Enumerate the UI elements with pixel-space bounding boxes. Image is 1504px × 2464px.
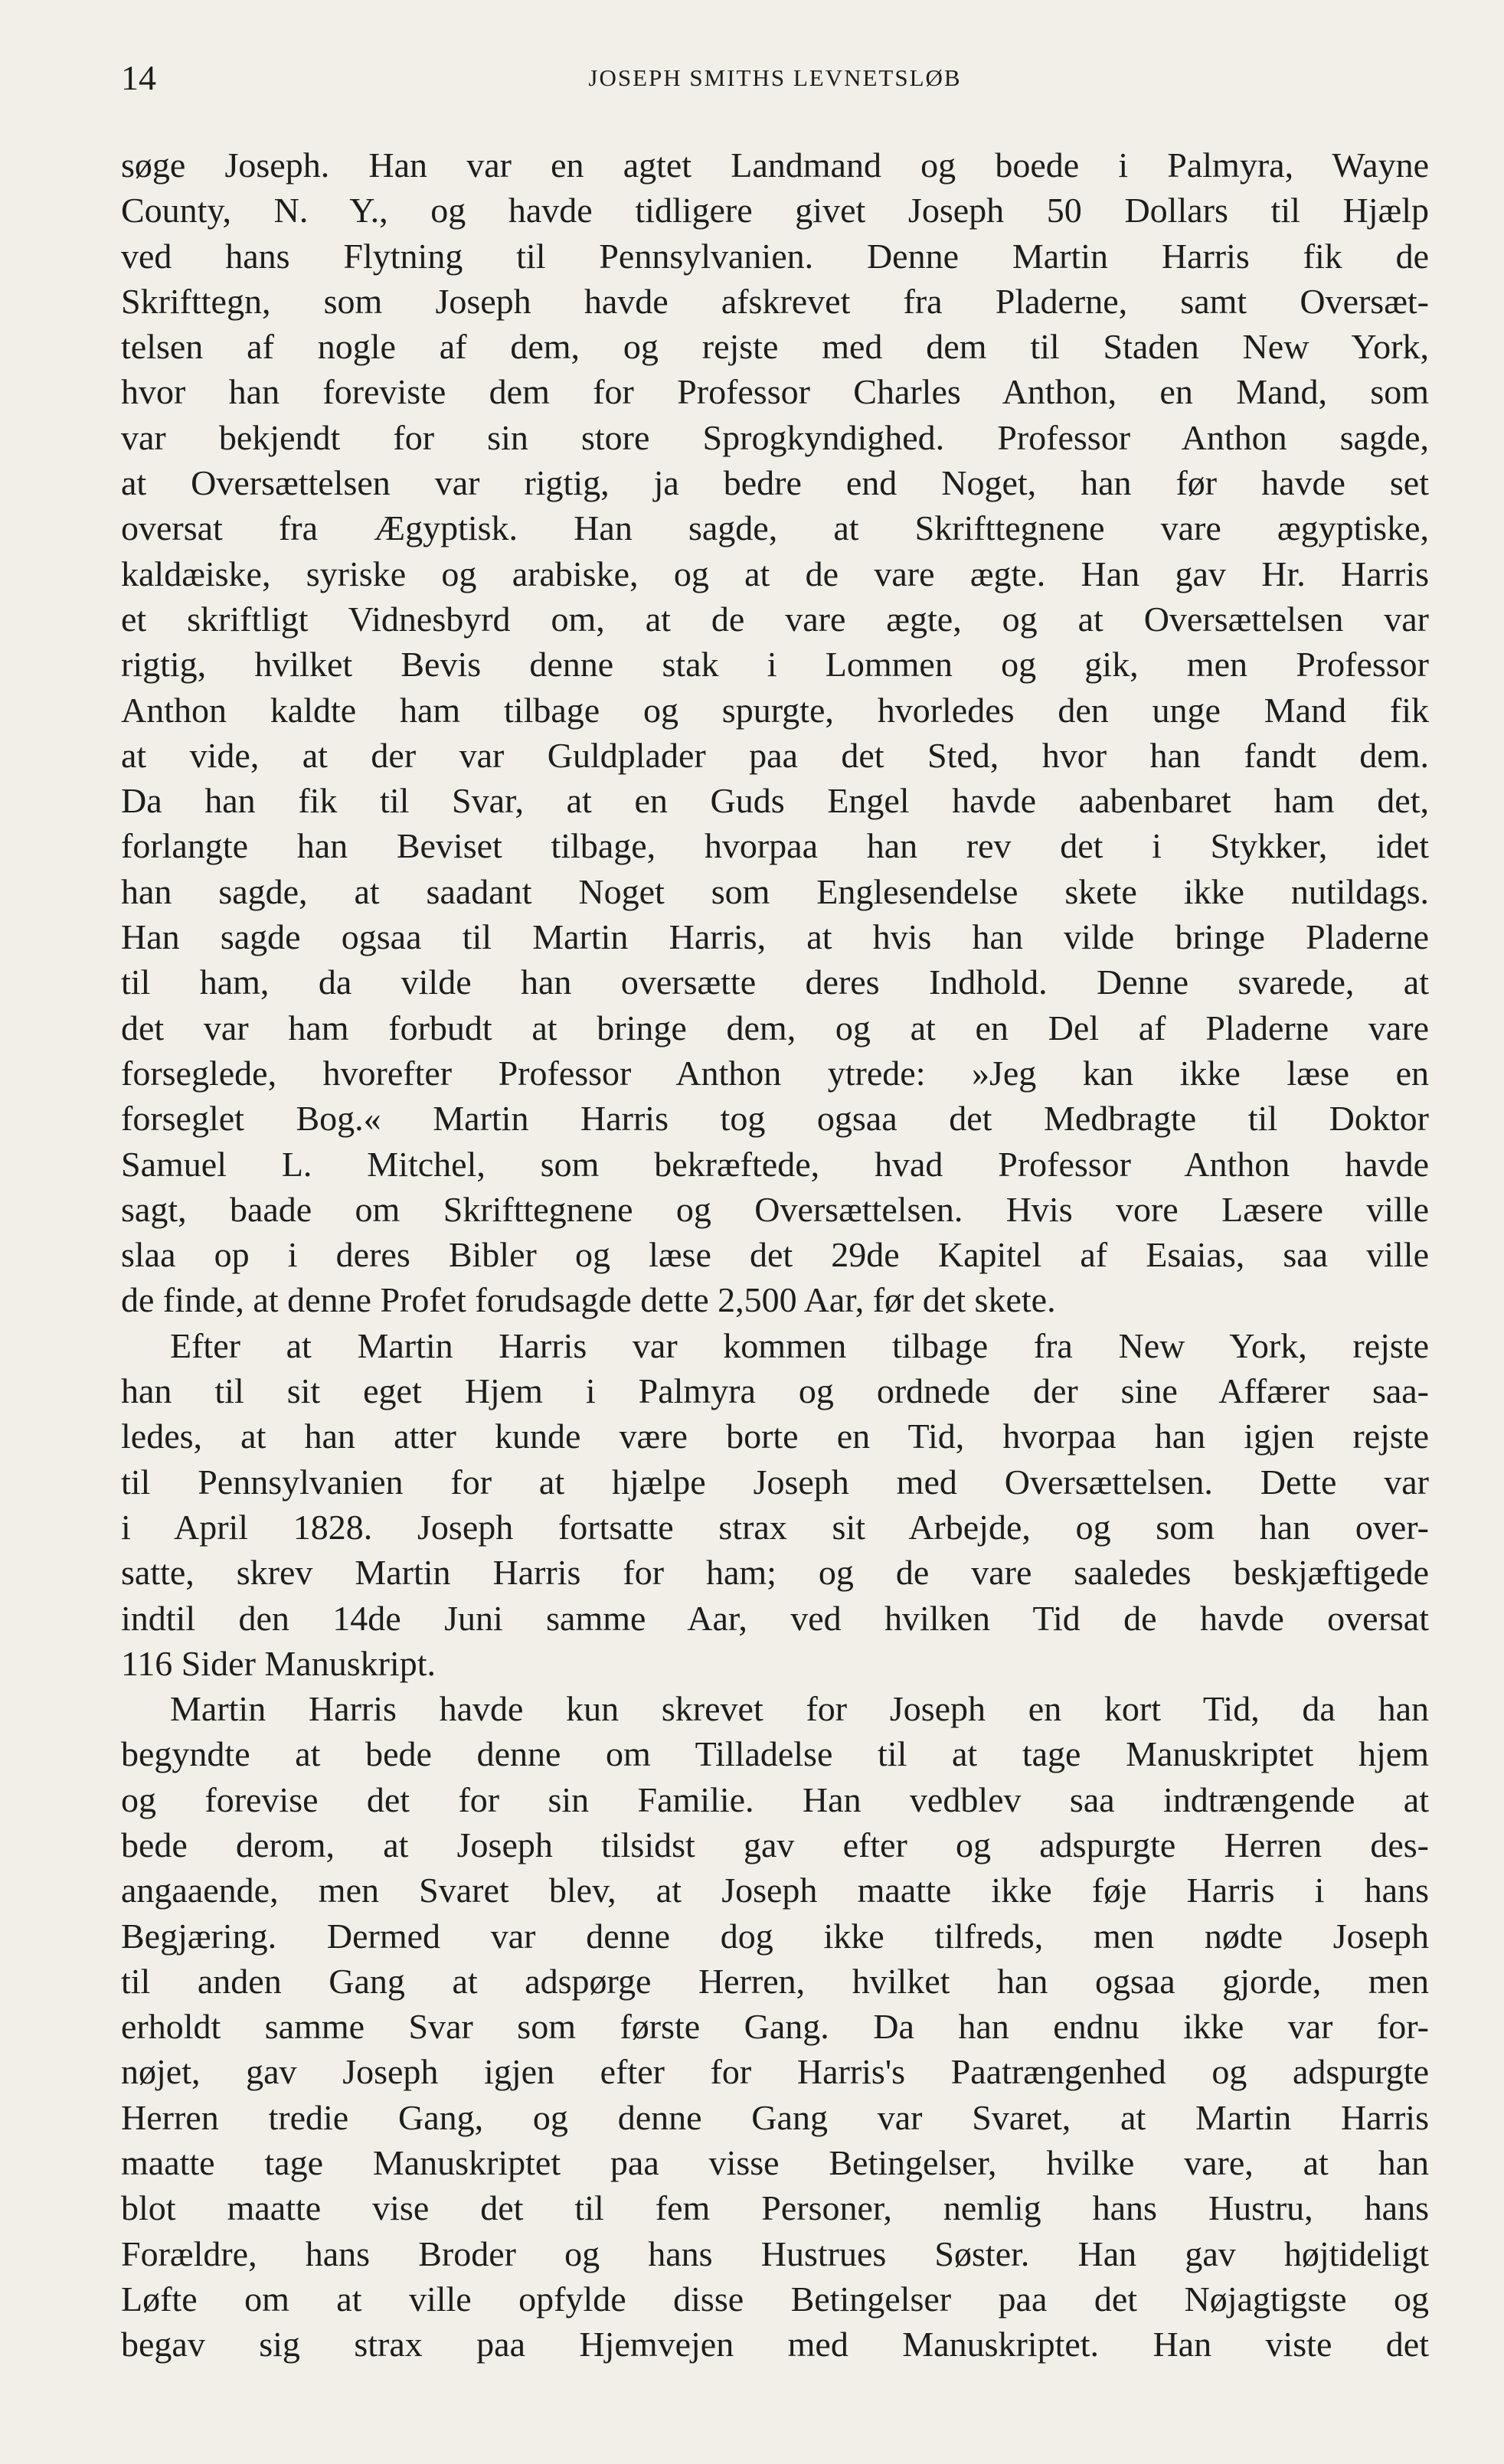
body-text (121, 142, 1429, 2368)
text-line: de finde, at denne Profet forudsagde dette 2,500 Aar, før det skete. (121, 1280, 1056, 1320)
running-title: JOSEPH SMITHS LEVNETSLØB (588, 64, 962, 91)
page-header (121, 55, 1429, 101)
text-line: sagt, baade om Skrifttegnene og Oversættelsen. Hvis vore Læsere ville (121, 1189, 1429, 1229)
text-line: Anthon kaldte ham tilbage og spurgte, hvorledes den unge Mand fik (121, 690, 1429, 730)
text-line: hvor han foreviste dem for Professor Charles Anthon, en Mand, som (121, 372, 1429, 412)
text-line: forlangte han Beviset tilbage, hvorpaa han rev det i Stykker, idet (121, 826, 1429, 866)
text-line: Skrifttegn, som Joseph havde afskrevet fra Pladerne, samt Oversæt- (121, 281, 1429, 321)
text-line: nøjet, gav Joseph igjen efter for Harris's Paatrængenhed og adspurgte (121, 2052, 1429, 2092)
text-line: Han sagde ogsaa til Martin Harris, at hvis han vilde bringe Pladerne (121, 917, 1429, 957)
text-line: Herren tredie Gang, og denne Gang var Svaret, at Martin Harris (121, 2097, 1429, 2137)
text-line: ledes, at han atter kunde være borte en Tid, hvorpaa han igjen rejste (121, 1417, 1429, 1456)
text-line: Martin Harris havde kun skrevet for Joseph en kort Tid, da han (170, 1689, 1429, 1729)
text-line: det var ham forbudt at bringe dem, og at en Del af Pladerne vare (121, 1008, 1429, 1047)
text-line: erholdt samme Svar som første Gang. Da han endnu ikke var for- (121, 2007, 1429, 2047)
text-line: Efter at Martin Harris var kommen tilbage fra New York, rejste (170, 1325, 1429, 1365)
text-line: til Pennsylvanien for at hjælpe Joseph med Oversættelsen. Dette var (121, 1462, 1429, 1502)
text-line: kaldæiske, syriske og arabiske, og at de vare ægte. Han gav Hr. Harris (121, 554, 1429, 593)
text-line: til ham, da vilde han oversætte deres Indhold. Denne svarede, at (121, 962, 1429, 1002)
text-line: rigtig, hvilket Bevis denne stak i Lommen og gik, men Professor (121, 645, 1429, 685)
text-line: forseglede, hvorefter Professor Anthon ytrede: »Jeg kan ikke læse en (121, 1053, 1429, 1093)
text-line: County, N. Y., og havde tidligere givet Joseph 50 Dollars til Hjælp (121, 191, 1429, 230)
text-line: indtil den 14de Juni samme Aar, ved hvilken Tid de havde oversat (121, 1598, 1429, 1638)
text-line: satte, skrev Martin Harris for ham; og de vare saaledes beskjæftigede (121, 1553, 1429, 1593)
text-line: og forevise det for sin Familie. Han vedblev saa indtrængende at (121, 1779, 1429, 1819)
text-line: et skriftligt Vidnesbyrd om, at de vare ægte, og at Oversættelsen var (121, 599, 1429, 639)
text-line: at vide, at der var Guldplader paa det Sted, hvor han fandt dem. (121, 735, 1429, 775)
text-line: bede derom, at Joseph tilsidst gav efter og adspurgte Herren des- (121, 1825, 1429, 1864)
text-line: begyndte at bede denne om Tilladelse til at tage Manuskriptet hjem (121, 1734, 1429, 1774)
text-line: var bekjendt for sin store Sprogkyndighed. Professor Anthon sagde, (121, 417, 1429, 457)
text-line: 116 Sider Manuskript. (121, 1643, 436, 1683)
text-line: begav sig strax paa Hjemvejen med Manuskriptet. Han viste det (121, 2325, 1429, 2364)
text-line: i April 1828. Joseph fortsatte strax sit Arbejde, og som han over- (121, 1507, 1429, 1547)
text-line: forseglet Bog.« Martin Harris tog ogsaa det Medbragte til Doktor (121, 1099, 1429, 1139)
text-line: blot maatte vise det til fem Personer, nemlig hans Hustru, hans (121, 2188, 1429, 2228)
text-line: slaa op i deres Bibler og læse det 29de Kapitel af Esaias, saa ville (121, 1235, 1429, 1275)
text-line: han sagde, at saadant Noget som Englesendelse skete ikke nutildags. (121, 871, 1429, 911)
text-line: angaaende, men Svaret blev, at Joseph maatte ikke føje Harris i hans (121, 1871, 1429, 1910)
text-line: maatte tage Manuskriptet paa visse Betingelser, hvilke vare, at han (121, 2143, 1429, 2183)
text-line: ved hans Flytning til Pennsylvanien. Denne Martin Harris fik de (121, 236, 1429, 276)
text-line: til anden Gang at adspørge Herren, hvilket han ogsaa gjorde, men (121, 1961, 1429, 2001)
text-line: Samuel L. Mitchel, som bekræftede, hvad Professor Anthon havde (121, 1144, 1429, 1184)
text-line: Forældre, hans Broder og hans Hustrues Søster. Han gav højtideligt (121, 2234, 1429, 2273)
text-line: Løfte om at ville opfylde disse Betingelser paa det Nøjagtigste og (121, 2279, 1429, 2319)
text-line: oversat fra Ægyptisk. Han sagde, at Skrifttegnene vare ægyptiske, (121, 508, 1429, 548)
text-line: Da han fik til Svar, at en Guds Engel havde aabenbaret ham det, (121, 781, 1429, 821)
text-line: Begjæring. Dermed var denne dog ikke tilfreds, men nødte Joseph (121, 1916, 1429, 1956)
text-line: søge Joseph. Han var en agtet Landmand og boede i Palmyra, Wayne (121, 145, 1429, 185)
text-line: at Oversættelsen var rigtig, ja bedre end Noget, han før havde set (121, 463, 1429, 503)
page-number: 14 (121, 58, 156, 97)
text-line: telsen af nogle af dem, og rejste med dem til Staden New York, (121, 327, 1429, 367)
text-line: han til sit eget Hjem i Palmyra og ordnede der sine Affærer saa- (121, 1371, 1429, 1411)
